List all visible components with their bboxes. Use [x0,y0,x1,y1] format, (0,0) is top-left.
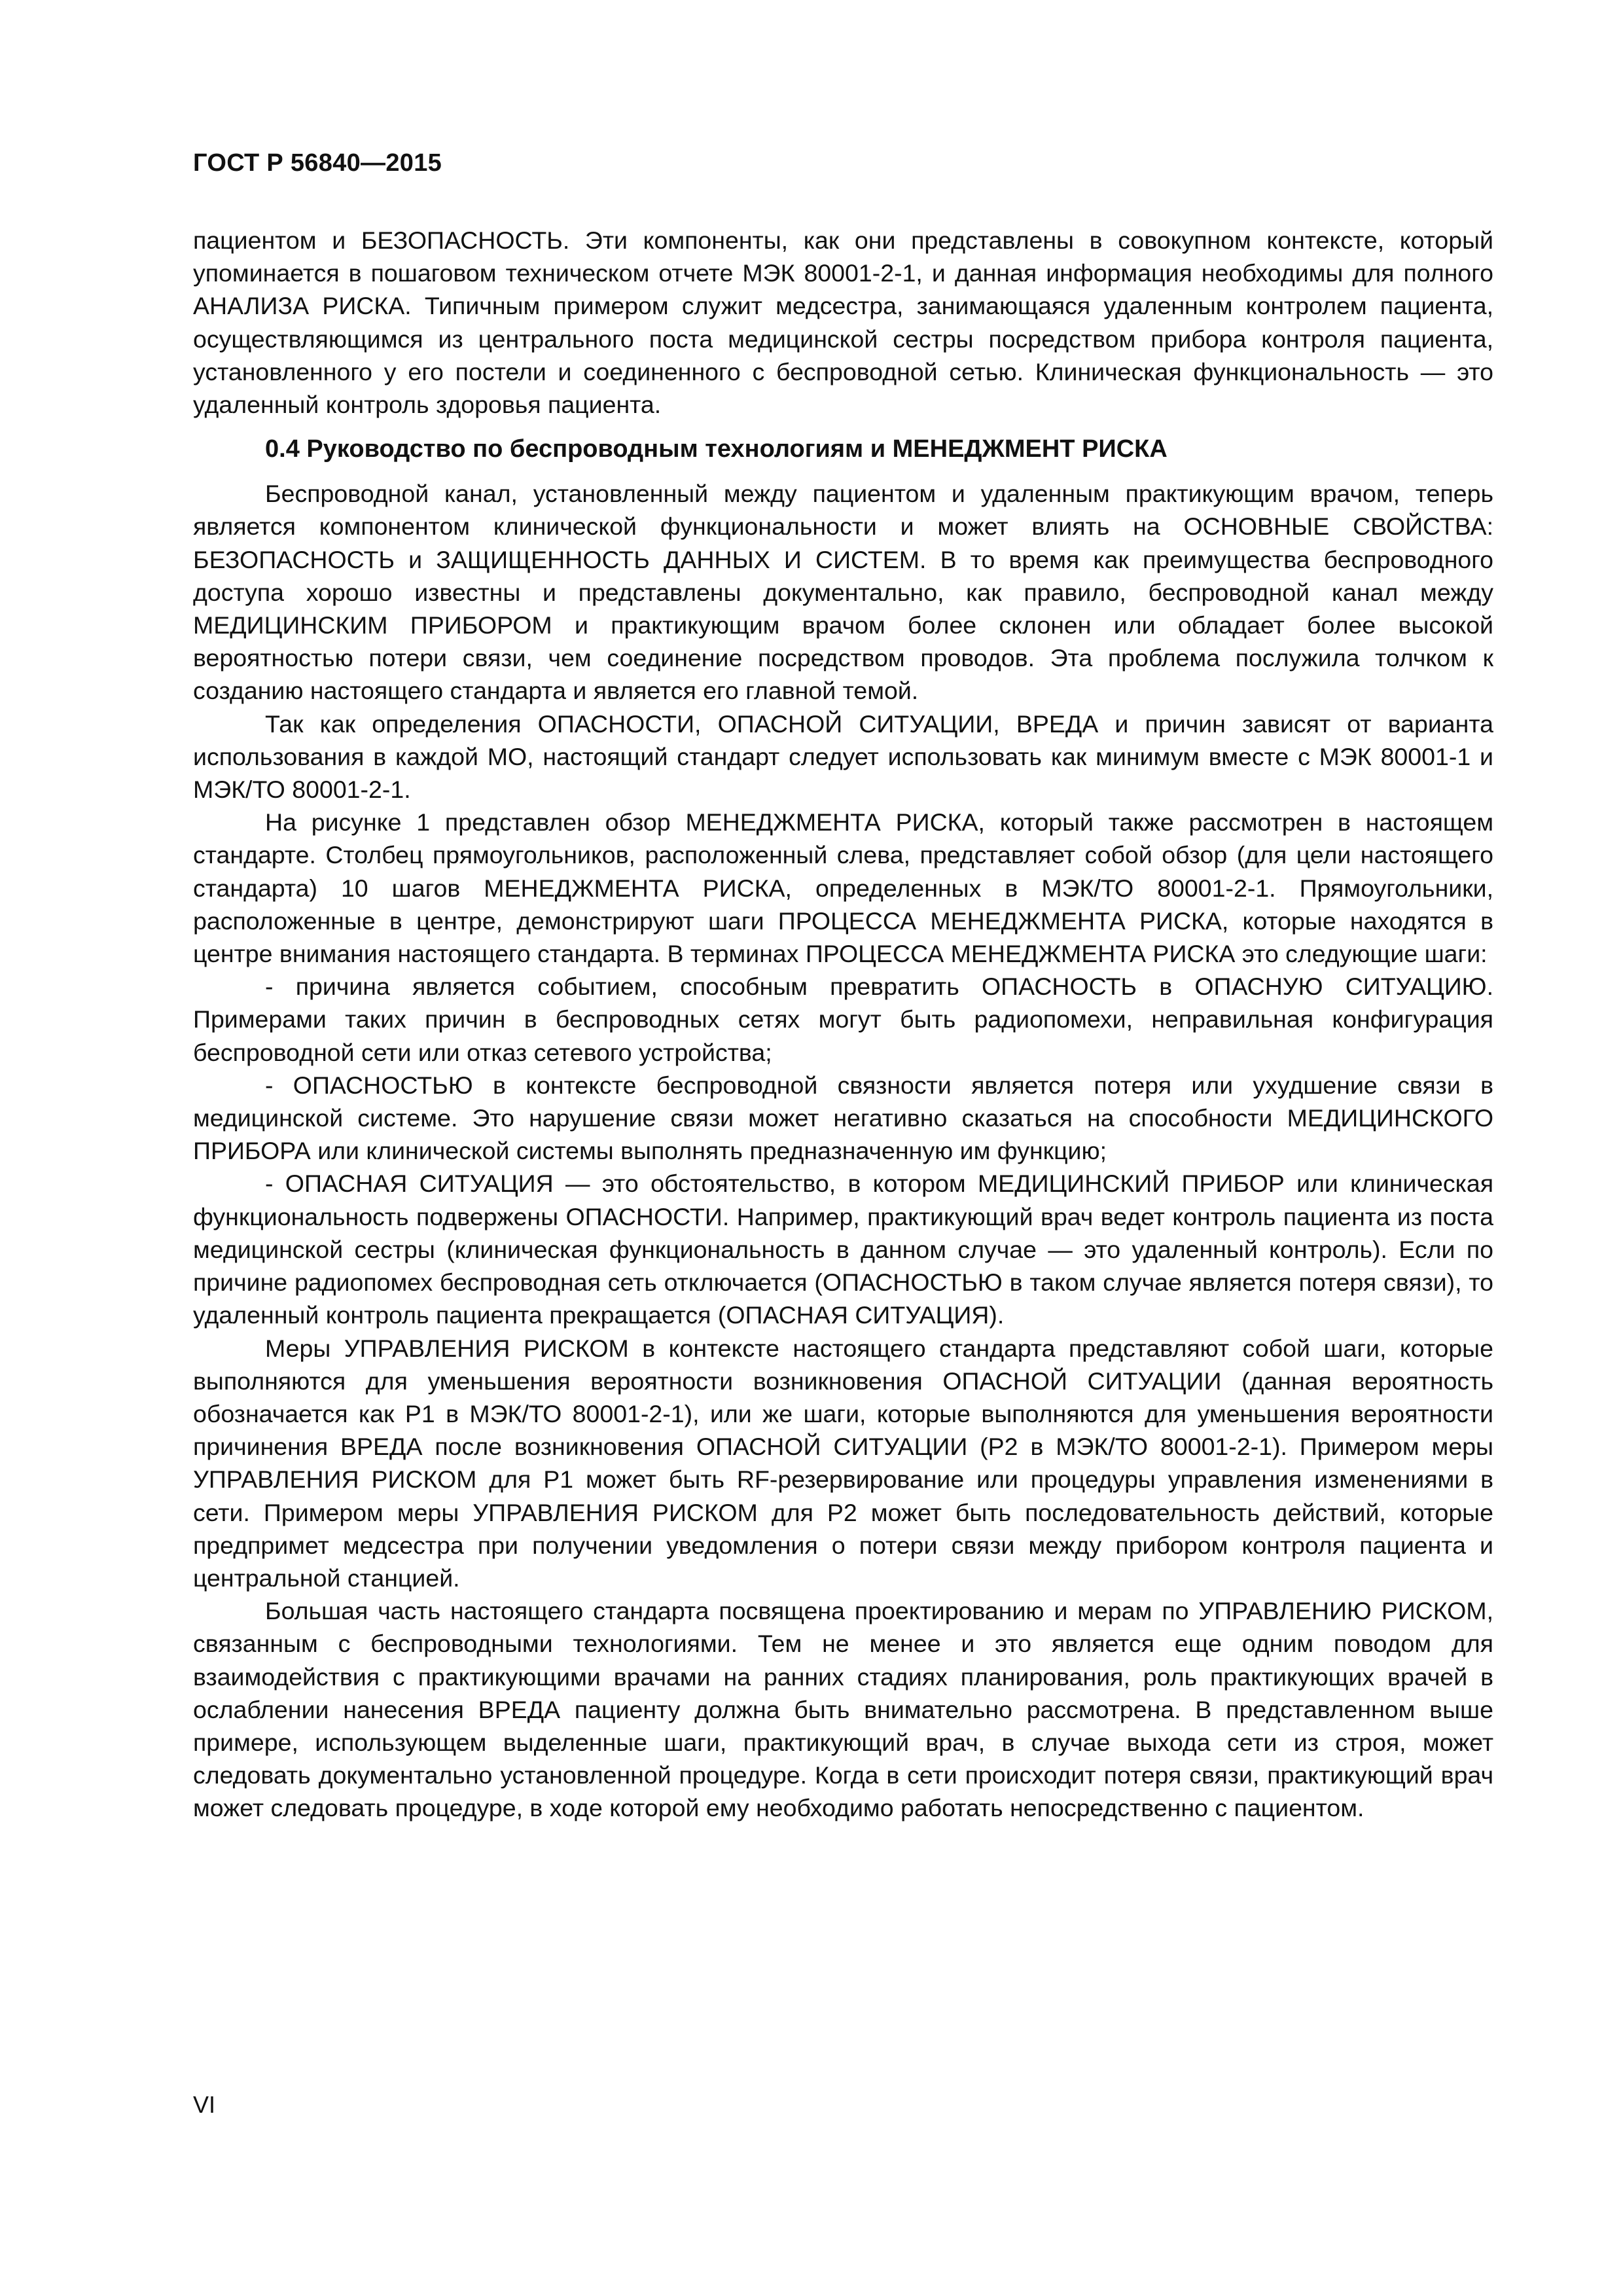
paragraph-definitions: Так как определения ОПАСНОСТИ, ОПАСНОЙ СИТУАЦИИ, ВРЕДА и причин зависят от варианта использования в каждой МО, настоящий стандарт следует использовать как минимум вместе с МЭК 80001-1 и МЭК/ТО 80001-2-1. [193,709,1493,804]
paragraph-design-measures: Большая часть настоящего стандарта посвящена проектированию и мерам по УПРАВЛЕНИЮ РИСКОМ, связанным с беспроводными технологиями. Тем не менее и это является еще одним поводом для взаимодействия с практикующими врачами на ранних стадиях планирования, роль практикующих врачей в ослаблении нанесения ВРЕДА пациенту должна быть внимательно рассмотрена. В представленном выше примере, использующем выделенные шаги, практикующий врач, в случае выхода сети из строя, может следовать документально установленной процедуре. Когда в сети происходит потеря связи, практикующий врач может следовать процедуре, в ходе которой ему необходимо работать непосредственно с пациентом. [193,1597,1493,1822]
section-heading: 0.4 Руководство по беспроводным технологиям и МЕНЕДЖМЕНТ РИСКА [265,435,1168,463]
intro-paragraph: пациентом и БЕЗОПАСНОСТЬ. Эти компоненты, как они представлены в совокупном контексте, который упоминается в пошаговом техническом отчете МЭК 80001-2-1, и данная информация необходимы для полного АНАЛИЗА РИСКА. Типичным примером служит медсестра, занимающаяся удаленным контролем пациента, осуществляющимся из центрального поста медицинской сестры посредством прибора контроля пациента, установленного у его постели и соединенного с беспроводной сетью. Клиническая функциональность — это удаленный контроль здоровья пациента. [193,226,1493,419]
document-body [193,224,1493,1825]
paragraph-risk-control: Меры УПРАВЛЕНИЯ РИСКОМ в контексте настоящего стандарта представляют собой шаги, которые выполняются для уменьшения вероятности возникновения ОПАСНОЙ СИТУАЦИИ (данная вероятность обозначается как Р1 в МЭК/ТО 80001-2-1), или же шаги, которые выполняются для уменьшения вероятности причинения ВРЕДА после возникновения ОПАСНОЙ СИТУАЦИИ (Р2 в МЭК/ТО 80001-2-1). Примером меры УПРАВЛЕНИЯ РИСКОМ для Р1 может быть RF-резервирование или процедуры управления изменениями в сети. Примером меры УПРАВЛЕНИЯ РИСКОМ для Р2 может быть последовательность действий, которые предпримет медсестра при получении уведомления о потери связи между прибором контроля пациента и центральной станцией. [193,1334,1493,1592]
page-number: VI [193,2091,216,2118]
standard-id-header: ГОСТ Р 56840—2015 [193,149,442,177]
paragraph-wireless-channel: Беспроводной канал, установленный между пациентом и удаленным практикующим врачом, теперь является компонентом клинической функциональности и может влиять на ОСНОВНЫЕ СВОЙСТВА: БЕЗОПАСНОСТЬ и ЗАЩИЩЕННОСТЬ ДАННЫХ И СИСТЕМ. В то время как преимущества беспроводного доступа хорошо известны и представлены документально, как правило, беспроводной канал между МЕДИЦИНСКИМ ПРИБОРОМ и практикующим врачом более склонен или обладает более высокой вероятностью потери связи, чем соединение посредством проводов. Эта проблема послужила толчком к созданию настоящего стандарта и является его главной темой. [193,480,1493,705]
list-item-hazard: - ОПАСНОСТЬЮ в контексте беспроводной связности является потеря или ухудшение связи в медицинской системе. Это нарушение связи может негативно сказаться на способности МЕДИЦИНСКОГО ПРИБОРА или клинической системы выполнять предназначенную им функцию; [193,1071,1493,1165]
list-item-cause: - причина является событием, способным превратить ОПАСНОСТЬ в ОПАСНУЮ СИТУАЦИЮ. Примерами таких причин в беспроводных сетях могут быть радиопомехи, неправильная конфигурация беспроводной сети или отказ сетевого устройства; [193,973,1493,1066]
paragraph-figure-overview: На рисунке 1 представлен обзор МЕНЕДЖМЕНТА РИСКА, который также рассмотрен в настоящем стандарте. Столбец прямоугольников, расположенный слева, представляет собой обзор (для цели настоящего стандарта) 10 шагов МЕНЕДЖМЕНТА РИСКА, определенных в МЭК/ТО 80001-2-1. Прямоугольники, расположенные в центре, демонстрируют шаги ПРОЦЕССА МЕНЕДЖМЕНТА РИСКА, которые находятся в центре внимания настоящего стандарта. В терминах ПРОЦЕССА МЕНЕДЖМЕНТА РИСКА это следующие шаги: [193,808,1493,968]
list-item-hazardous-situation: - ОПАСНАЯ СИТУАЦИЯ — это обстоятельство, в котором МЕДИЦИНСКИЙ ПРИБОР или клиническая функциональность подвержены ОПАСНОСТИ. Например, практикующий врач ведет контроль пациента из поста медицинской сестры (клиническая функциональность в данном случае — это удаленный контроль). Если по причине радиопомех беспроводная сеть отключается (ОПАСНОСТЬЮ в таком случае является потеря связи), то удаленный контроль пациента прекращается (ОПАСНАЯ СИТУАЦИЯ). [193,1170,1493,1329]
